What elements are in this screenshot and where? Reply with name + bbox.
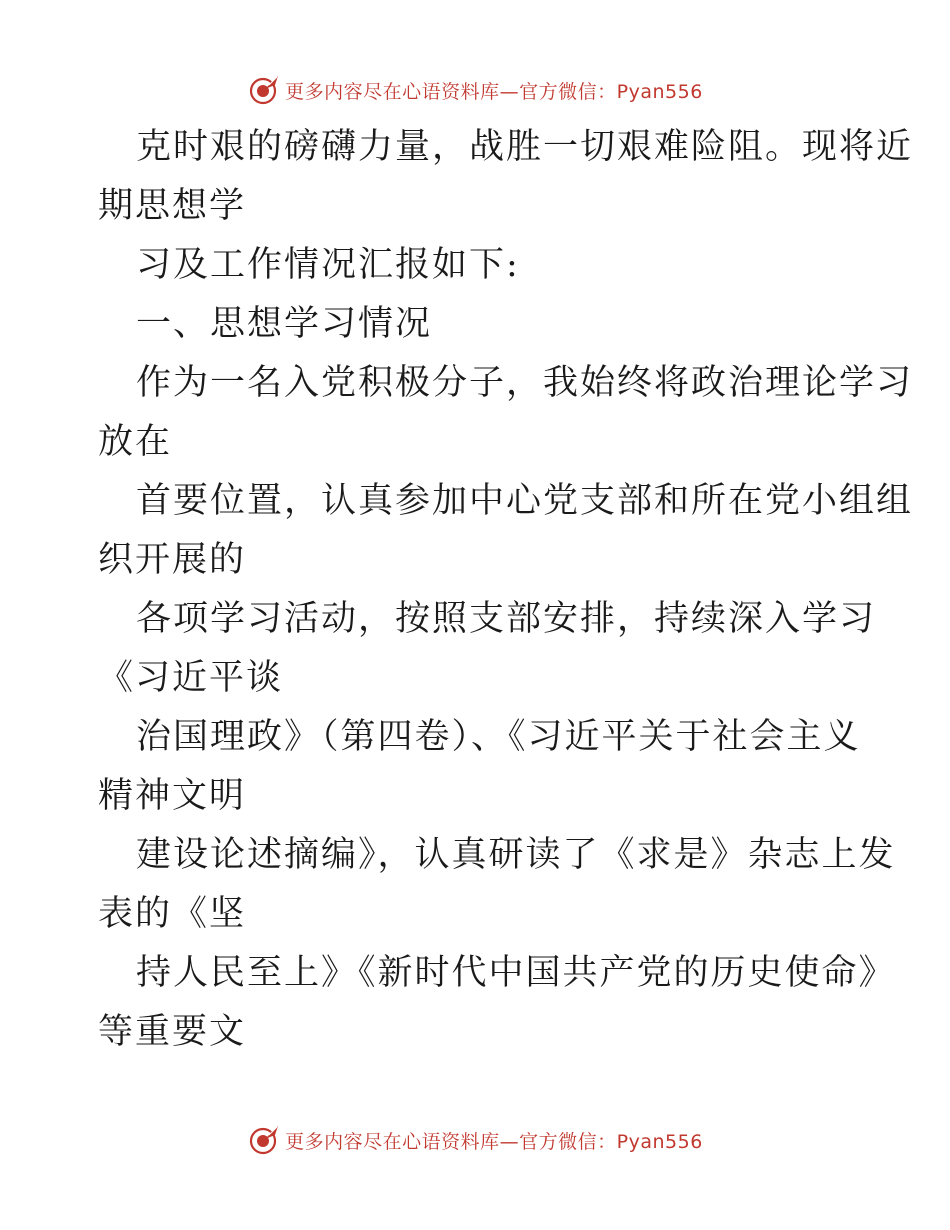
text-line: 《习近平谈 [98,658,284,698]
text-line: 克时艰的磅礴力量，战胜一切艰难险阻。现将近 [136,127,914,167]
text-line: 各项学习活动，按照支部安排，持续深入学习 [136,599,877,639]
text-line: 精神文明 [98,776,247,816]
watermark-header [0,70,950,110]
quill-logo-icon [247,73,281,107]
text-line: 作为一名入党积极分子，我始终将政治理论学习 [136,363,914,403]
document-body [98,118,914,1062]
text-line: 建设论述摘编》，认真研读了《求是》杂志上发 [136,835,896,875]
watermark-text: 更多内容尽在心语资料库—官方微信：Pyan556 [285,80,703,103]
watermark-text: 更多内容尽在心语资料库—官方微信：Pyan556 [285,1130,703,1153]
section-heading: 一、思想学习情况 [136,304,433,344]
watermark-footer [0,1120,950,1160]
text-line: 持人民至上》《新时代中国共产党的历史使命》 [136,953,896,993]
text-line: 治国理政》（第四卷）、《习近平关于社会主义 [136,717,861,757]
quill-logo-icon [247,1123,281,1157]
text-line: 习及工作情况汇报如下: [136,245,520,285]
text-line: 放在 [98,422,173,462]
text-line: 织开展的 [98,540,247,580]
text-line: 期思想学 [98,186,247,226]
text-line: 等重要文 [98,1012,247,1052]
text-line: 表的《坚 [98,894,247,934]
text-line: 首要位置，认真参加中心党支部和所在党小组组 [136,481,914,521]
